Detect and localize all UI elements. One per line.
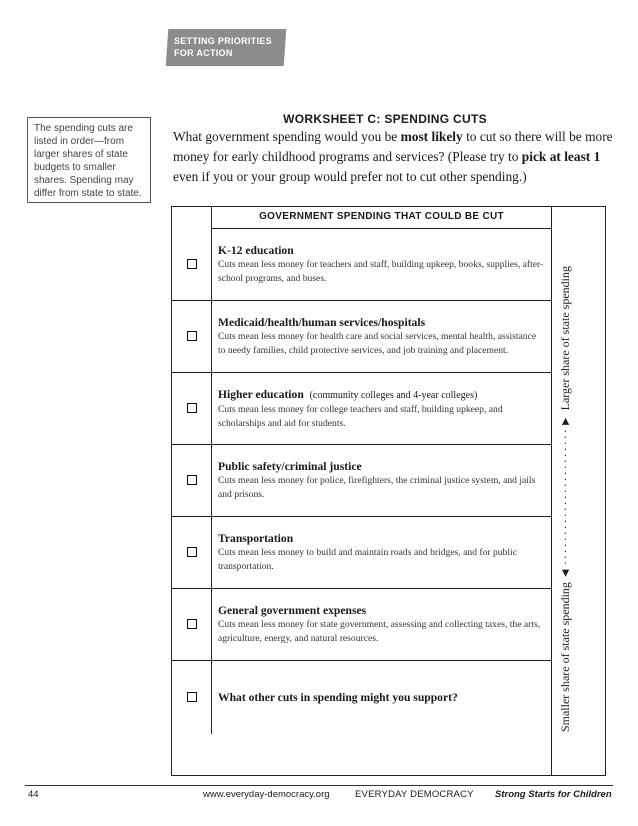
row-description: Cuts mean less money for state government, assessing and collecting taxes, the arts, agriculture, energy, and natural resources. bbox=[218, 619, 541, 644]
checkbox-general-government[interactable] bbox=[187, 619, 197, 629]
row-cell bbox=[211, 445, 551, 516]
intro-text-1: What government spending would you be bbox=[173, 129, 401, 144]
checkbox-medicaid[interactable] bbox=[187, 331, 197, 341]
row-cell bbox=[211, 229, 551, 300]
row-title: K-12 education bbox=[218, 244, 294, 257]
row-cell bbox=[211, 301, 551, 372]
section-banner-text bbox=[174, 35, 272, 59]
table-row-public-safety bbox=[172, 445, 551, 517]
page-number: 44 bbox=[28, 789, 39, 800]
row-description: Cuts mean less money for college teachers and staff, building upkeep, and scholarships and aid for students. bbox=[218, 403, 503, 429]
scale-arrow-icon: ◄·······················► bbox=[557, 412, 571, 579]
footer-divider bbox=[25, 785, 613, 786]
row-description: Cuts mean less money to build and maintain roads and bridges, and for public transportation. bbox=[218, 547, 517, 572]
table-header: GOVERNMENT SPENDING THAT COULD BE CUT bbox=[211, 207, 551, 229]
row-title: Higher education (community colleges and 4-year colleges) bbox=[218, 387, 478, 401]
row-title: Medicaid/health/human services/hospitals bbox=[218, 316, 426, 329]
spending-cuts-table bbox=[171, 206, 606, 776]
row-title: Public safety/criminal justice bbox=[218, 460, 362, 473]
sidebar-note: The spending cuts are listed in order—from larger shares of state budgets to smaller shares. Spending may differ from state to state. bbox=[27, 117, 151, 203]
footer-publication: Strong Starts for Children bbox=[495, 789, 612, 800]
table-row-transportation bbox=[172, 517, 551, 589]
footer-org: EVERYDAY DEMOCRACY bbox=[355, 789, 474, 800]
intro-bold-2: pick at least 1 bbox=[521, 149, 601, 164]
row-cell bbox=[211, 373, 551, 444]
intro-text-3: even if you or your group would prefer not to cut other spending.) bbox=[173, 169, 527, 184]
worksheet-intro bbox=[173, 127, 613, 187]
worksheet-title: WORKSHEET C: SPENDING CUTS bbox=[283, 112, 487, 126]
spending-share-label bbox=[556, 226, 574, 771]
banner-line-1: SETTING PRIORITIES bbox=[174, 36, 272, 46]
checkbox-transportation[interactable] bbox=[187, 547, 197, 557]
table-row-other-cuts bbox=[172, 661, 551, 734]
row-cell bbox=[211, 589, 551, 660]
row-description: Cuts mean less money for health care and social services, mental health, assistance to needy families, child protective services, and job training and placement. bbox=[218, 331, 537, 356]
row-description: Cuts mean less money for teachers and staff, building upkeep, books, supplies, after-school programs, and buses. bbox=[218, 259, 544, 284]
row-title-note: (community colleges and 4-year colleges) bbox=[309, 389, 478, 401]
checkbox-public-safety[interactable] bbox=[187, 475, 197, 485]
table-rows bbox=[172, 229, 551, 734]
checkbox-other-cuts[interactable] bbox=[187, 692, 197, 702]
row-description: Cuts mean less money for police, firefighters, the criminal justice system, and jails and prisons. bbox=[218, 475, 536, 500]
table-row-k12 bbox=[172, 229, 551, 301]
banner-line-2: FOR ACTION bbox=[174, 48, 233, 58]
footer-url[interactable]: www.everyday-democracy.org bbox=[203, 789, 330, 800]
table-row-medicaid bbox=[172, 301, 551, 373]
table-row-general-government bbox=[172, 589, 551, 661]
row-title: What other cuts in spending might you support? bbox=[218, 691, 458, 704]
checkbox-higher-education[interactable] bbox=[187, 403, 197, 413]
spending-share-scale bbox=[551, 207, 576, 775]
intro-text-2: to cut so there will be more money for early childhood programs and services? (Please try to bbox=[173, 129, 613, 164]
table-row-higher-education bbox=[172, 373, 551, 445]
checkbox-k12[interactable] bbox=[187, 259, 197, 269]
row-title: Transportation bbox=[218, 532, 294, 545]
intro-bold-1: most likely bbox=[400, 129, 463, 144]
row-title: General government expenses bbox=[218, 604, 367, 617]
row-cell bbox=[211, 517, 551, 588]
row-cell bbox=[211, 661, 551, 734]
larger-share-label: Larger share of state spending bbox=[557, 265, 571, 410]
smaller-share-label: Smaller share of state spending bbox=[557, 581, 571, 732]
